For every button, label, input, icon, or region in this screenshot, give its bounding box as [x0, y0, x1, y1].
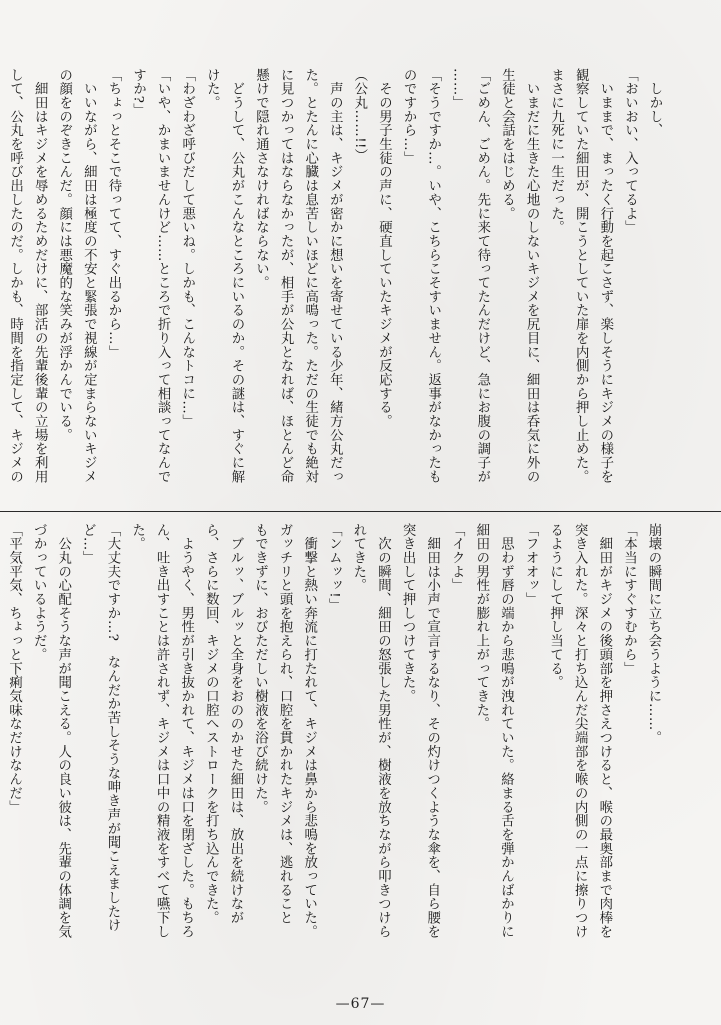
text-line: 「いや、かまいませんけど……ところで折り入って相談ってなんで: [155, 68, 171, 484]
text-line: ど…」: [80, 523, 96, 565]
text-line: どうして、公丸がこんなところにいるのか。その謎は、すぐに解: [228, 68, 244, 484]
text-line: 観察していた細田が、開こうとしていた扉を内側から押し止めた。: [573, 68, 589, 484]
text-line: 突き出して押しつけてきた。: [400, 523, 416, 704]
text-line: まさに九死に一生だった。: [548, 68, 564, 235]
text-line: 声の主は、キジメが密かに想いを寄せている少年、緒方公丸だっ: [327, 68, 343, 484]
text-line: づかっているようだ。: [31, 523, 47, 662]
text-line: ガッチリと頭を抱えられ、口腔を貫かれたキジメは、逃れること: [277, 523, 293, 925]
text-line: すか?」: [130, 68, 146, 118]
text-line: 「ンムッッ!」: [326, 523, 342, 612]
text-line: 「わざわざ呼びだして悪いね。しかも、こんなトコに…」: [179, 68, 195, 429]
text-line: 衝撃と熱い奔流に打たれて、キジメは鼻から悲鳴を放っていた。: [301, 523, 317, 939]
text-line: た。とたんに心臓は息苦しいほどに高鳴った。ただの生徒でも絶対: [302, 68, 318, 484]
text-line: 「フオオッ」: [523, 523, 539, 607]
text-line: に見つかってはならなかったが、相手が公丸となれば、ほとんど命: [278, 68, 294, 484]
text-line: 公丸の心配そうな声が聞こえる。人の良い彼は、先輩の体調を気: [55, 523, 71, 939]
page-number: —67—: [335, 996, 386, 1012]
text-line: いままで、まったく行動を起こさず、楽しそうにキジメの様子を: [597, 68, 613, 484]
text-line: るようにして押し当てる。: [547, 523, 563, 690]
text-line: 細田はキジメを辱めるためだけに、部活の先輩後輩の立場を利用: [32, 68, 48, 484]
text-line: もできずに、おびただしい樹液を浴び続けた。: [252, 523, 268, 814]
text-line: のですから…」: [401, 68, 417, 165]
text-line: 崩壊の瞬間に立ち会うように……。: [646, 523, 661, 745]
text-line: 細田がキジメの後頭部を押さえつけると、喉の最奥部まで肉棒を: [596, 523, 612, 939]
text-line: して、公丸を呼び出したのだ。しかも、時間を指定して、キジメの: [7, 68, 23, 484]
text-line: 「平気平気、ちょっと下痢気味なだけなんだ」: [6, 523, 22, 814]
text-line: 突き入れた。深々と打ち込んだ尖端部を喉の内側の一点に擦りつけ: [572, 523, 588, 939]
text-line: 次の瞬間、細田の怒張した男性が、樹液を放ちながら叩きつけら: [375, 523, 391, 939]
text-line: 細田の男性が膨れ上がってきた。: [473, 523, 489, 731]
text-line: 細田は小声で宣言するなり、その灼けつくような傘を、自ら腰を: [424, 523, 440, 939]
text-line: けた。: [204, 68, 220, 110]
section-divider: [0, 511, 721, 512]
text-line: 「大丈夫ですか…? なんだか苦しそうな呻き声が聞こえましたけ: [104, 523, 120, 933]
text-line: 「そうですか…。いや、こちらこそすいません。返事がなかったも: [425, 68, 441, 484]
text-line: の顔をのぞきこんだ。顔には悪魔的な笑みが浮かんでいる。: [56, 68, 72, 442]
lower-text-block: [1, 523, 665, 971]
text-line: ようやく、男性が引き抜かれて、キジメは口を閉ざした。もちろ: [178, 523, 194, 939]
text-line: 「おいおい、入ってるよ」: [622, 68, 638, 235]
text-line: 「イクよ」: [449, 523, 465, 593]
text-line: た。: [129, 523, 145, 551]
text-line: ら、さらに数回、キジメの口腔へストロークを打ち込んできた。: [203, 523, 219, 925]
text-line: 懸けで隠れ通さなければならない。: [253, 68, 269, 290]
text-line: ん、吐き出すことは許されず、キジメは口中の精液をすべて嚥下し: [154, 523, 170, 939]
text-line: （公丸……!!）: [351, 68, 367, 163]
text-line: ブルッ、ブルッと全身をおののかせた細田は、放出を続けなが: [227, 523, 243, 925]
upper-text-block: [2, 68, 666, 502]
text-line: ……」: [450, 68, 466, 110]
text-line: その男子生徒の声に、硬直していたキジメが反応する。: [376, 68, 392, 429]
text-line: 思わず唇の端から悲鳴が洩れていた。絡まる舌を弾かんばかりに: [498, 523, 514, 939]
text-line: 「ごめん、ごめん。先に来て待ってたんだけど、急にお腹の調子が: [474, 68, 490, 484]
text-line: 「本当にすぐすむから」: [621, 523, 637, 676]
text-line: いいながら、細田は極度の不安と緊張で視線が定まらないキジメ: [81, 68, 97, 484]
text-line: 生徒と会話をはじめる。: [499, 68, 515, 221]
text-line: れてきた。: [350, 523, 366, 593]
text-line: 「ちょっとそこで待ってて、すぐ出るから…」: [105, 68, 121, 359]
text-line: いまだに生きた心地のしないキジメを尻目に、細田は呑気に外の: [524, 68, 540, 484]
text-line: しかし、: [647, 68, 662, 138]
